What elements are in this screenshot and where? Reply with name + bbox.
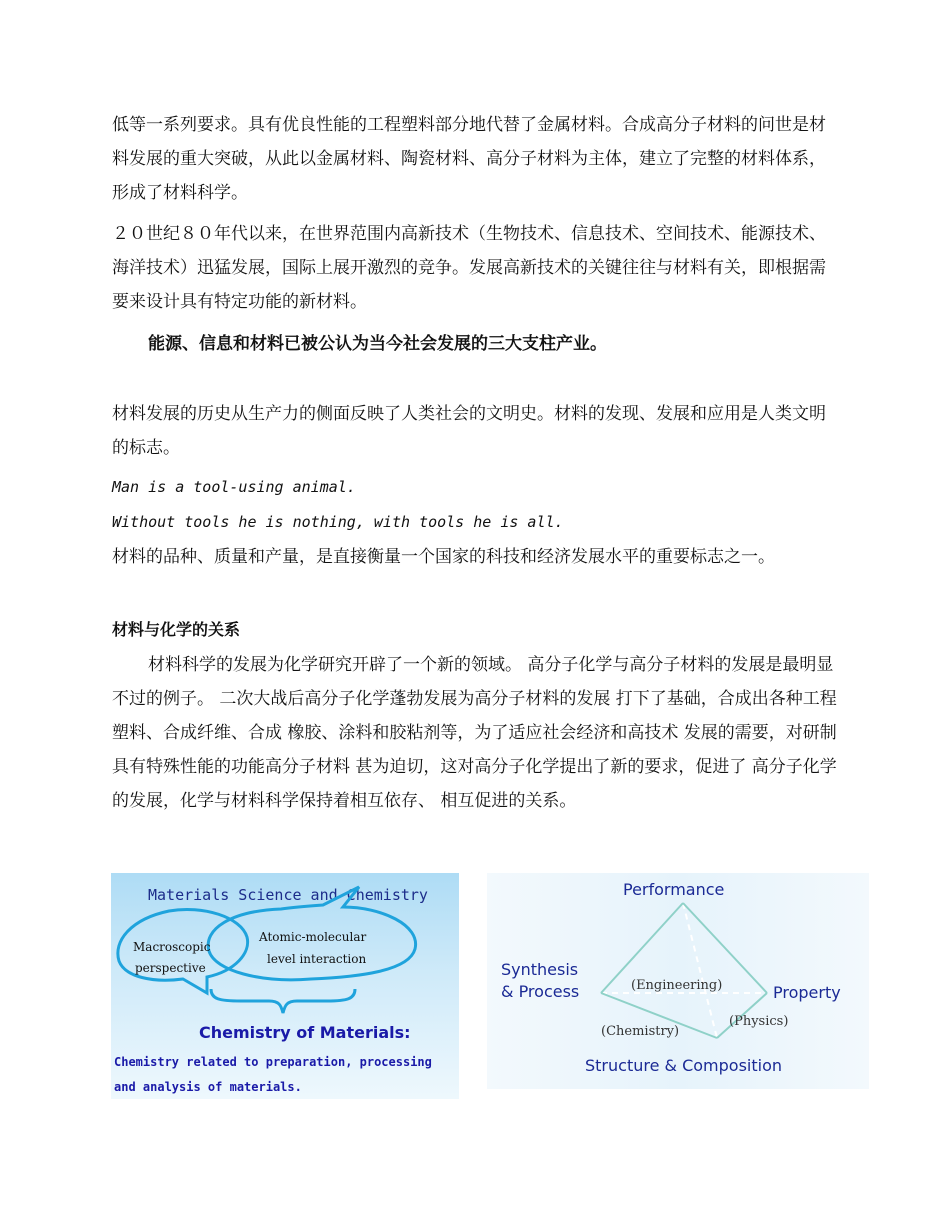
left-bubble-line2: perspective: [135, 961, 206, 975]
node-synthesis-line2: & Process: [501, 982, 580, 1001]
paragraph-polymer-chemistry: 材料科学的发展为化学研究开辟了一个新的领域。 高分子化学与高分子材料的发展是最明显不过的例子。 二次大战后高分子化学蓬勃发展为高分子材料的发展 打下了基础，合成出各种工程塑料、合成纤维、合成 橡胶、涂料和胶粘剂等，为了适应社会经济和高技术 发展的需要，对研制具有特殊性能的功能高分子材料 甚为迫切，这对高分子化学提出了新的要求，促进了 高分子化学的发展，化学与材料科学保持着相互依存、 相互促进的关系。: [112, 655, 837, 811]
paragraph-civilization: 材料发展的历史从生产力的侧面反映了人类社会的文明史。材料的发现、发展和应用是人类文明的标志。: [112, 404, 826, 458]
section-heading: 材料与化学的关系: [112, 620, 241, 639]
edge-center-line: [683, 903, 717, 1038]
paragraph-high-tech: ２０世纪８０年代以来，在世界范围内高新技术（生物技术、信息技术、空间技术、能源技术、海洋技术）迅猛发展，国际上展开激烈的竞争。发展高新技术的关键往往与材料有关，即根据需要来设计具有特定功能的新材料。: [112, 224, 826, 312]
figure-left-note-line2: and analysis of materials.: [114, 1080, 302, 1094]
figure-left-subtitle: Chemistry of Materials:: [199, 1023, 411, 1042]
right-bubble-line1: Atomic-molecular: [259, 930, 367, 944]
paragraph-three-pillars: 能源、信息和材料已被公认为当今社会发展的三大支柱产业。: [148, 334, 607, 354]
right-bubble-line2: level interaction: [267, 952, 367, 966]
quote-tool-using: Man is a tool-using animal.: [112, 478, 356, 496]
figure-materials-tetrahedron: [487, 873, 869, 1089]
quote-without-tools: Without tools he is nothing, with tools he is all.: [112, 513, 564, 531]
node-performance: Performance: [623, 880, 725, 899]
node-synthesis-line1: Synthesis: [501, 960, 579, 979]
node-property: Property: [773, 983, 841, 1002]
figure-right-svg: [487, 873, 869, 1089]
edge-label-physics: (Physics): [729, 1014, 789, 1029]
brace-shape: [211, 989, 355, 1013]
paragraph-engineering-plastics: 低等一系列要求。具有优良性能的工程塑料部分地代替了金属材料。合成高分子材料的问世是材料发展的重大突破，从此以金属材料、陶瓷材料、高分子材料为主体，建立了完整的材料体系，形成了材料科学。: [112, 115, 826, 203]
paragraph-national-level: 材料的品种、质量和产量，是直接衡量一个国家的科技和经济发展水平的重要标志之一。: [112, 547, 775, 567]
figure-left-note-line1: Chemistry related to preparation, processing: [114, 1055, 432, 1069]
figure-left-title: Materials Science and Chemistry: [148, 886, 428, 904]
figure-materials-chemistry: [111, 873, 459, 1099]
edge-label-engineering: (Engineering): [631, 978, 723, 993]
left-bubble-line1: Macroscopic: [133, 940, 211, 954]
edge-label-chemistry: (Chemistry): [601, 1024, 680, 1039]
node-structure: Structure & Composition: [585, 1056, 782, 1075]
figure-left-svg: [111, 873, 459, 1099]
